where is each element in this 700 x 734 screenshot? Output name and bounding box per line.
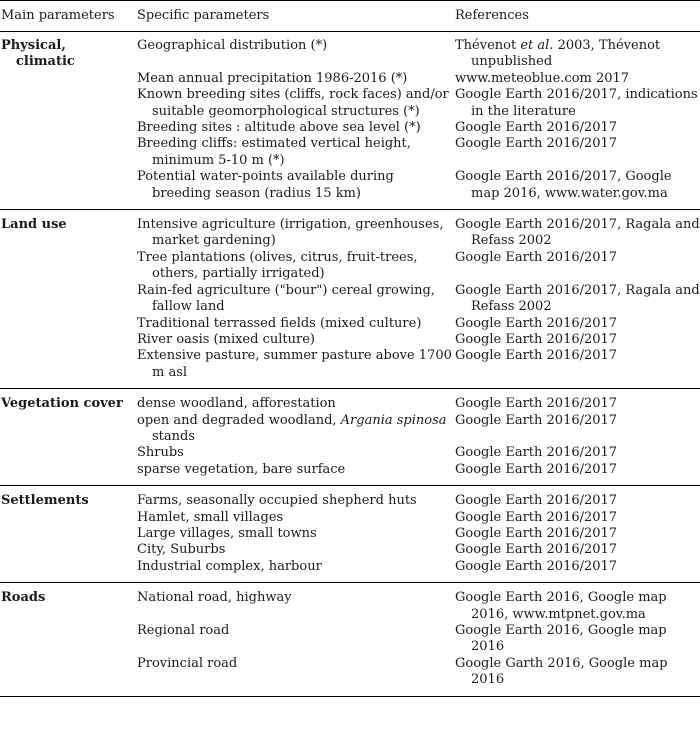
specific-parameter: Intensive agriculture (irrigation, greenhouses, market gardening) bbox=[137, 217, 444, 249]
group-name-physical-climatic bbox=[0, 32, 137, 71]
reference: Google Earth 2016, Google map 2016, www.mtpnet.gov.ma bbox=[455, 590, 667, 622]
table-row bbox=[0, 316, 700, 332]
specific-parameter: Tree plantations (olives, citrus, fruit-trees, others, partially irrigated) bbox=[137, 249, 418, 282]
specific-parameter: Potential water-points available during breeding season (radius 15 km) bbox=[137, 169, 394, 201]
table-row bbox=[0, 486, 700, 510]
specific-parameter: Extensive pasture, summer pasture above 1700 m asl bbox=[137, 348, 452, 380]
reference: Thévenot et al. 2003, Thévenot unpublished bbox=[455, 38, 661, 70]
table-row bbox=[0, 120, 700, 136]
specific-parameter: Rain-fed agriculture ("bour") cereal growing, fallow land bbox=[137, 282, 435, 315]
reference: Google Earth 2016/2017 bbox=[455, 348, 618, 364]
reference: Google Earth 2016/2017 bbox=[455, 542, 618, 558]
specific-parameter: Hamlet, small villages bbox=[137, 509, 284, 525]
group-name-settlements: Settlements bbox=[1, 493, 89, 509]
group-name-line2: climatic bbox=[16, 54, 75, 70]
reference: Google Earth 2016/2017 bbox=[455, 461, 618, 477]
group-name-land-use: Land use bbox=[1, 217, 67, 233]
reference: Google Earth 2016/2017 bbox=[455, 558, 618, 574]
table-row bbox=[0, 583, 700, 623]
reference: Google Earth 2016/2017 bbox=[455, 315, 618, 331]
specific-parameter: Provincial road bbox=[137, 655, 238, 671]
reference: Google Earth 2016/2017 bbox=[455, 120, 618, 136]
specific-parameter: Geographical distribution (*) bbox=[137, 38, 328, 53]
specific-parameter: Large villages, small towns bbox=[137, 525, 317, 541]
specific-parameter: Breeding sites : altitude above sea level (*) bbox=[137, 120, 421, 136]
table-row bbox=[0, 413, 700, 446]
reference: Google Earth 2016/2017, indications in the literature bbox=[455, 87, 698, 119]
table-row bbox=[0, 348, 700, 388]
table-row bbox=[0, 445, 700, 461]
specific-parameter: River oasis (mixed culture) bbox=[137, 331, 315, 347]
specific-parameter: open and degraded woodland, Argania spinosa stands bbox=[137, 412, 447, 444]
table-row bbox=[0, 559, 700, 583]
specific-parameter: Breeding cliffs: estimated vertical height, minimum 5-10 m (*) bbox=[137, 136, 411, 168]
reference: Google Earth 2016/2017 bbox=[455, 509, 618, 525]
table-row bbox=[0, 87, 700, 120]
reference: Google Earth 2016/2017 bbox=[455, 136, 618, 152]
reference: Google Earth 2016/2017, Ragala and Refass 2002 bbox=[455, 217, 700, 249]
table-row bbox=[0, 250, 700, 283]
specific-parameter: Mean annual precipitation 1986-2016 (*) bbox=[137, 70, 408, 86]
reference: Google Earth 2016/2017, Google map 2016, www.water.gov.ma bbox=[455, 169, 672, 201]
table-row bbox=[0, 389, 700, 413]
reference: Google Earth 2016/2017 bbox=[455, 493, 618, 509]
table-row bbox=[0, 526, 700, 542]
specific-parameter: Industrial complex, harbour bbox=[137, 558, 322, 574]
table-row bbox=[0, 656, 700, 696]
reference: Google Earth 2016/2017 bbox=[455, 331, 618, 347]
reference: Google Earth 2016/2017 bbox=[455, 412, 618, 428]
group-name-roads: Roads bbox=[1, 590, 46, 606]
reference: Google Earth 2016/2017, Ragala and Refass 2002 bbox=[455, 282, 700, 315]
specific-parameter: Known breeding sites (cliffs, rock faces) and/or suitable geomorphological structures (*) bbox=[137, 87, 449, 119]
specific-parameter: dense woodland, afforestation bbox=[137, 396, 336, 412]
header-main-parameters: Main parameters bbox=[1, 7, 115, 23]
reference: www.meteoblue.com 2017 bbox=[455, 70, 630, 86]
specific-parameter: Regional road bbox=[137, 623, 230, 638]
table-row bbox=[0, 623, 700, 656]
specific-parameter: Traditional terrassed fields (mixed culture) bbox=[137, 315, 422, 331]
table-row bbox=[0, 32, 700, 71]
reference: Google Earth 2016/2017 bbox=[455, 445, 618, 461]
table-row bbox=[0, 71, 700, 87]
table-row bbox=[0, 169, 700, 209]
table-row bbox=[0, 542, 700, 558]
specific-parameter: Farms, seasonally occupied shepherd huts bbox=[137, 493, 417, 509]
reference: Google Earth 2016/2017 bbox=[455, 396, 618, 412]
header-references: References bbox=[455, 7, 529, 23]
table-row bbox=[0, 136, 700, 169]
specific-parameter: Shrubs bbox=[137, 445, 184, 461]
header-specific-parameters: Specific parameters bbox=[137, 7, 270, 23]
table-row bbox=[0, 283, 700, 316]
reference: Google Earth 2016, Google map 2016 bbox=[455, 623, 667, 655]
specific-parameter: National road, highway bbox=[137, 590, 292, 606]
group-name-vegetation-cover: Vegetation cover bbox=[1, 396, 123, 412]
reference: Google Garth 2016, Google map 2016 bbox=[455, 655, 668, 688]
table-row bbox=[0, 462, 700, 486]
specific-parameter: sparse vegetation, bare surface bbox=[137, 461, 346, 477]
table-row bbox=[0, 210, 700, 250]
table-header-row bbox=[0, 1, 700, 32]
group-name-line1: Physical, bbox=[1, 38, 66, 53]
reference: Google Earth 2016/2017 bbox=[455, 249, 618, 265]
specific-parameter: City, Suburbs bbox=[137, 542, 226, 558]
table-row bbox=[0, 332, 700, 348]
table-row bbox=[0, 510, 700, 526]
reference: Google Earth 2016/2017 bbox=[455, 525, 618, 541]
